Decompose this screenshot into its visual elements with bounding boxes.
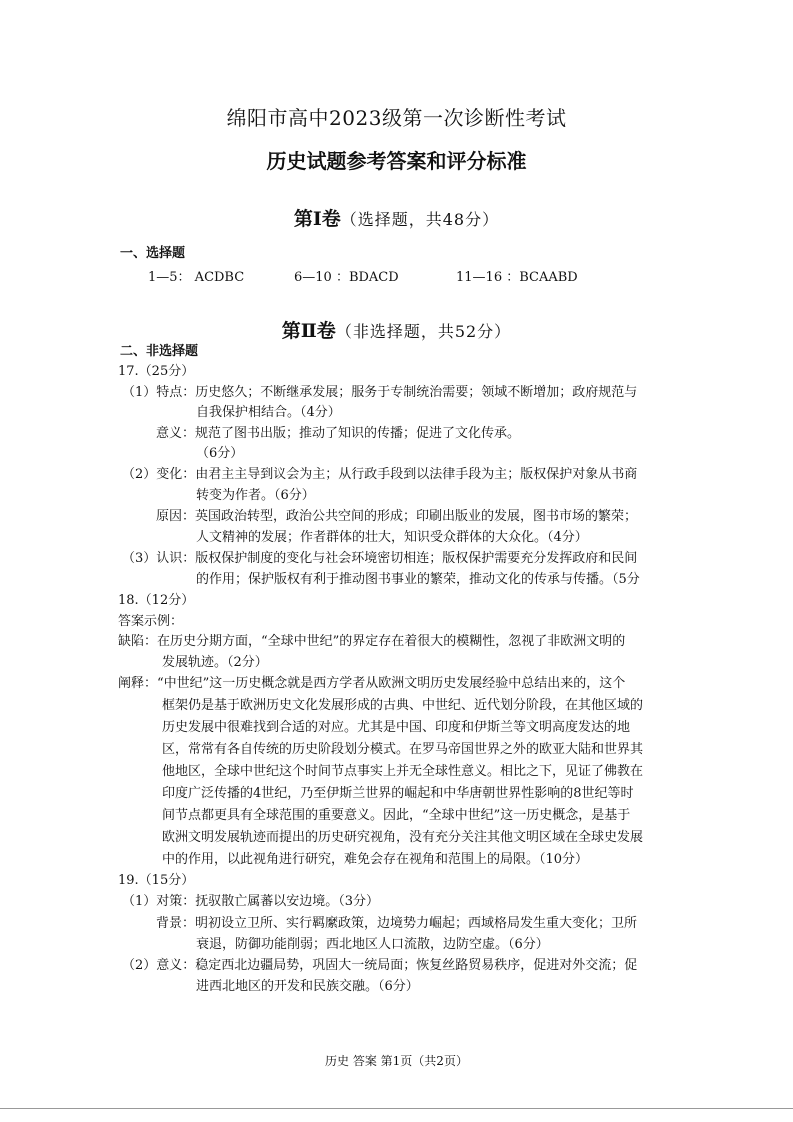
q18-example-label: 答案示例：: [118, 614, 184, 629]
q17-p3-line2: 的作用；保护版权有利于推动图书事业的繁荣，推动文化的传承与传播。（5分: [196, 572, 640, 587]
bottom-divider: [0, 1108, 793, 1109]
part1-heading: [0, 204, 793, 231]
q18-explain-line9: 中的作用，以此视角进行研究，难免会存在视角和范围上的局限。（10分）: [162, 852, 589, 867]
q17-p2-line4: 人文精神的发展；作者群体的壮大，知识受众群体的大众化。（4分）: [196, 530, 588, 545]
q17-p1-line2: 自我保护相结合。（4分）: [196, 405, 341, 420]
part2-heading: [0, 316, 793, 343]
q18-explain-line8: 欧洲文明发展轨迹而提出的历史研究视角，没有充分关注其他文明区域在全球史发展: [162, 830, 644, 845]
q18-defect-line1: 缺陷：在历史分期方面，“全球中世纪”的界定存在着很大的模糊性，忽视了非欧洲文明的: [118, 634, 626, 649]
page-footer: 历史 答案 第1页（共2页）: [325, 1054, 468, 1068]
q19-p1-line1: （1）对策：抚驭散亡属蕃以安边境。（3分）: [122, 894, 380, 909]
choice-answers-6-10: 6—10 ：BDACD: [294, 270, 399, 285]
choice-answers-1-5: 1—5： ACDBC: [148, 270, 245, 285]
q19-head: 19.（15分）: [118, 873, 195, 888]
q18-explain-line6: 印度广泛传播的4世纪，乃至伊斯兰世界的崛起和中华唐朝世界性影响的8世纪等时: [162, 786, 634, 801]
q19-p2-line1: （2）意义：稳定西北边疆局势，巩固大一统局面；恢复丝路贸易秩序，促进对外交流；促: [122, 958, 638, 973]
exam-title: 绵阳市高中2023级第一次诊断性考试: [226, 106, 567, 130]
part1-title: 第Ⅰ卷: [293, 208, 341, 230]
q18-explain-line7: 间节点都更具有全球范围的重要意义。因此，“全球中世纪”这一历史概念，是基于: [162, 808, 631, 823]
section1-label: 一、选择题: [120, 246, 186, 261]
q18-explain-line1: 阐释：“中世纪”这一历史概念就是西方学者从欧洲文明历史发展经验中总结出来的，这个: [118, 676, 626, 691]
q18-defect-line2: 发展轨迹。（2分）: [162, 655, 268, 670]
q17-p1-line1: （1）特点：历史悠久；不断继承发展；服务于专制统治需要；领域不断增加；政府规范与: [122, 385, 638, 400]
q17-p1-line3: 意义：规范了图书出版；推动了知识的传播；促进了文化传承。: [156, 426, 521, 441]
q18-explain-line3: 历史发展中很难找到合适的对应。尤其是中国、印度和伊斯兰等文明高度发达的地: [162, 720, 631, 735]
q18-explain-line5: 他地区，全球中世纪这个时间节点事实上并无全球性意义。相比之下，见证了佛教在: [162, 764, 644, 779]
q18-head: 18.（12分）: [118, 593, 195, 608]
part2-subtitle: （非选择题，共52分）: [335, 322, 512, 341]
q17-p2-line1: （2）变化：由君主主导到议会为主；从行政手段到以法律手段为主；版权保护对象从书商: [122, 467, 638, 482]
q17-p2-line3: 原因：英国政治转型，政治公共空间的形成；印刷出版业的发展，图书市场的繁荣；: [156, 509, 638, 524]
q17-p2-line2: 转变为作者。（6分）: [196, 488, 315, 503]
q17-p1-line4: （6分）: [196, 446, 244, 461]
q18-explain-line2: 框架仍是基于欧洲历史文化发展形成的古典、中世纪、近代划分阶段，在其他区域的: [162, 698, 644, 713]
q19-p1-line2: 背景：明初设立卫所、实行羁縻政策，边境势力崛起；西域格局发生重大变化；卫所: [156, 916, 638, 931]
q19-p1-line3: 衰退，防御功能削弱；西北地区人口流散，边防空虚。（6分）: [196, 937, 549, 952]
choice-answers-11-16: 11—16 ：BCAABD: [456, 270, 578, 285]
section2-label: 二、非选择题: [120, 344, 199, 359]
part1-subtitle: （选择题，共48分）: [340, 210, 500, 229]
part2-title: 第Ⅱ卷: [281, 320, 336, 342]
q18-explain-line4: 区，常常有各自传统的历史阶段划分模式。在罗马帝国世界之外的欧亚大陆和世界其: [162, 742, 644, 757]
q19-p2-line2: 进西北地区的开发和民族交融。（6分）: [196, 979, 419, 994]
q17-head: 17.（25分）: [118, 364, 195, 379]
q17-p3-line1: （3）认识：版权保护制度的变化与社会环境密切相连；版权保护需要充分发挥政府和民间: [122, 551, 638, 566]
answer-title: 历史试题参考答案和评分标准: [266, 149, 527, 173]
